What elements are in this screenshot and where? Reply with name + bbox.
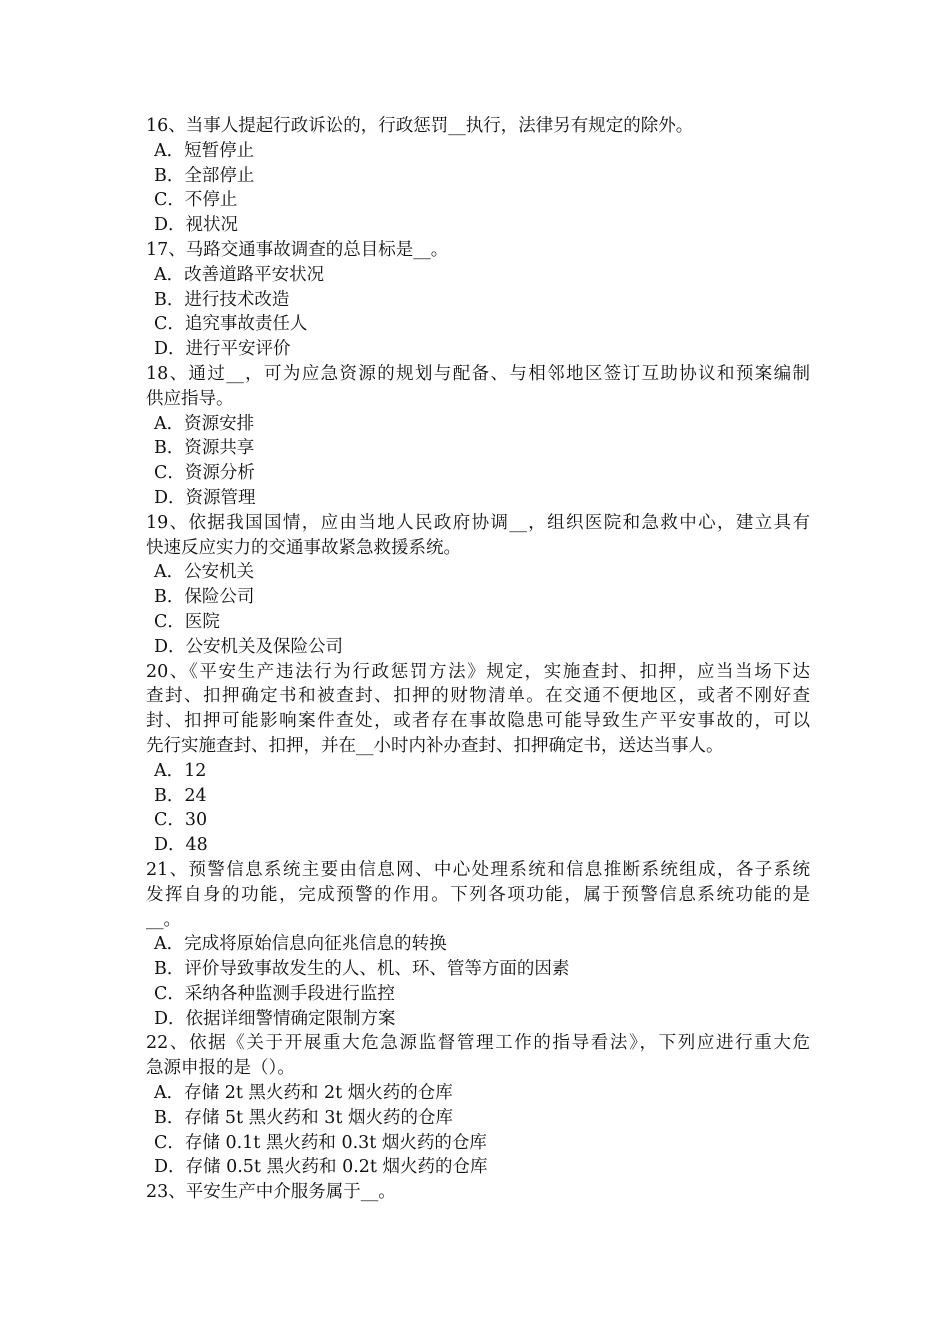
answer-option: D．依据详细警情确定限制方案	[154, 1008, 396, 1029]
document-page	[146, 114, 810, 1205]
answer-option: C．不停止	[154, 190, 238, 211]
question-text-line: 快速反应实力的交通事故紧急救援系统。	[146, 537, 461, 558]
answer-option: A．存储 2t 黑火药和 2t 烟火药的仓库	[154, 1083, 453, 1104]
question-text-line: 16、当事人提起行政诉讼的，行政惩罚__执行，法律另有规定的除外。	[146, 116, 694, 136]
answer-option: A．改善道路平安状况	[154, 264, 325, 285]
question-text-line: 供应指导。	[146, 388, 234, 409]
answer-option: A．短暂停止	[154, 140, 255, 161]
answer-option: A．公安机关	[154, 562, 255, 583]
answer-option: B．评价导致事故发生的人、机、环、管等方面的因素	[154, 959, 570, 980]
answer-option: B．保险公司	[154, 587, 255, 608]
answer-option: C．医院	[154, 611, 220, 632]
question-text-line: 22、依据《关于开展重大危急源监督管理工作的指导看法》，下列应进行重大危	[146, 1033, 810, 1054]
answer-option: D．视状况	[154, 215, 239, 236]
question-text-line: 19、依据我国国情，应由当地人民政府协调__，组织医院和急救中心，建立具有	[146, 512, 810, 533]
question-text-line: 急源申报的是（）。	[146, 1058, 295, 1079]
question-text-line: __。	[146, 909, 181, 930]
question-text-line: 发挥自身的功能，完成预警的作用。下列各项功能，属于预警信息系统功能的是	[146, 884, 810, 905]
answer-option: B．24	[154, 785, 207, 806]
answer-option: D．进行平安评价	[154, 339, 291, 360]
question-text-line: 20、《平安生产违法行为行政惩罚方法》规定，实施查封、扣押，应当当场下达	[146, 661, 810, 682]
question-text-line: 17、马路交通事故调查的总目标是__。	[146, 239, 449, 260]
answer-option: B．存储 5t 黑火药和 3t 烟火药的仓库	[154, 1107, 453, 1128]
answer-option: A．资源安排	[154, 413, 255, 434]
answer-option: C．追究事故责任人	[154, 314, 308, 335]
answer-option: C．采纳各种监测手段进行监控	[154, 983, 395, 1004]
answer-option: D．资源管理	[154, 487, 256, 508]
answer-option: A．完成将原始信息向征兆信息的转换	[154, 934, 447, 955]
answer-option: B．资源共享	[154, 438, 255, 459]
answer-option: D．存储 0.5t 黑火药和 0.2t 烟火药的仓库	[154, 1157, 488, 1178]
answer-option: D．48	[154, 835, 208, 856]
question-text-line: 18、通过__，可为应急资源的规划与配备、与相邻地区签订互助协议和预案编制	[146, 363, 810, 384]
answer-option: C．存储 0.1t 黑火药和 0.3t 烟火药的仓库	[154, 1132, 487, 1153]
answer-option: C．资源分析	[154, 463, 255, 484]
answer-option: C．30	[154, 810, 208, 831]
question-text-line: 封、扣押可能影响案件查处，或者存在事故隐患可能导致生产平安事故的，可以	[146, 711, 810, 732]
answer-option: B．进行技术改造	[154, 289, 290, 310]
question-text-line: 23、平安生产中介服务属于__。	[146, 1182, 396, 1203]
answer-option: D．公安机关及保险公司	[154, 636, 344, 657]
answer-option: B．全部停止	[154, 165, 255, 186]
answer-option: A．12	[154, 760, 207, 781]
question-text-line: 查封、扣押确定书和被查封、扣押的财物清单。在交通不便地区，或者不刚好查	[146, 686, 810, 707]
question-text-line: 21、预警信息系统主要由信息网、中心处理系统和信息推断系统组成，各子系统	[146, 859, 810, 880]
question-text-line: 先行实施查封、扣押，并在__小时内补办查封、扣押确定书，送达当事人。	[146, 735, 724, 756]
